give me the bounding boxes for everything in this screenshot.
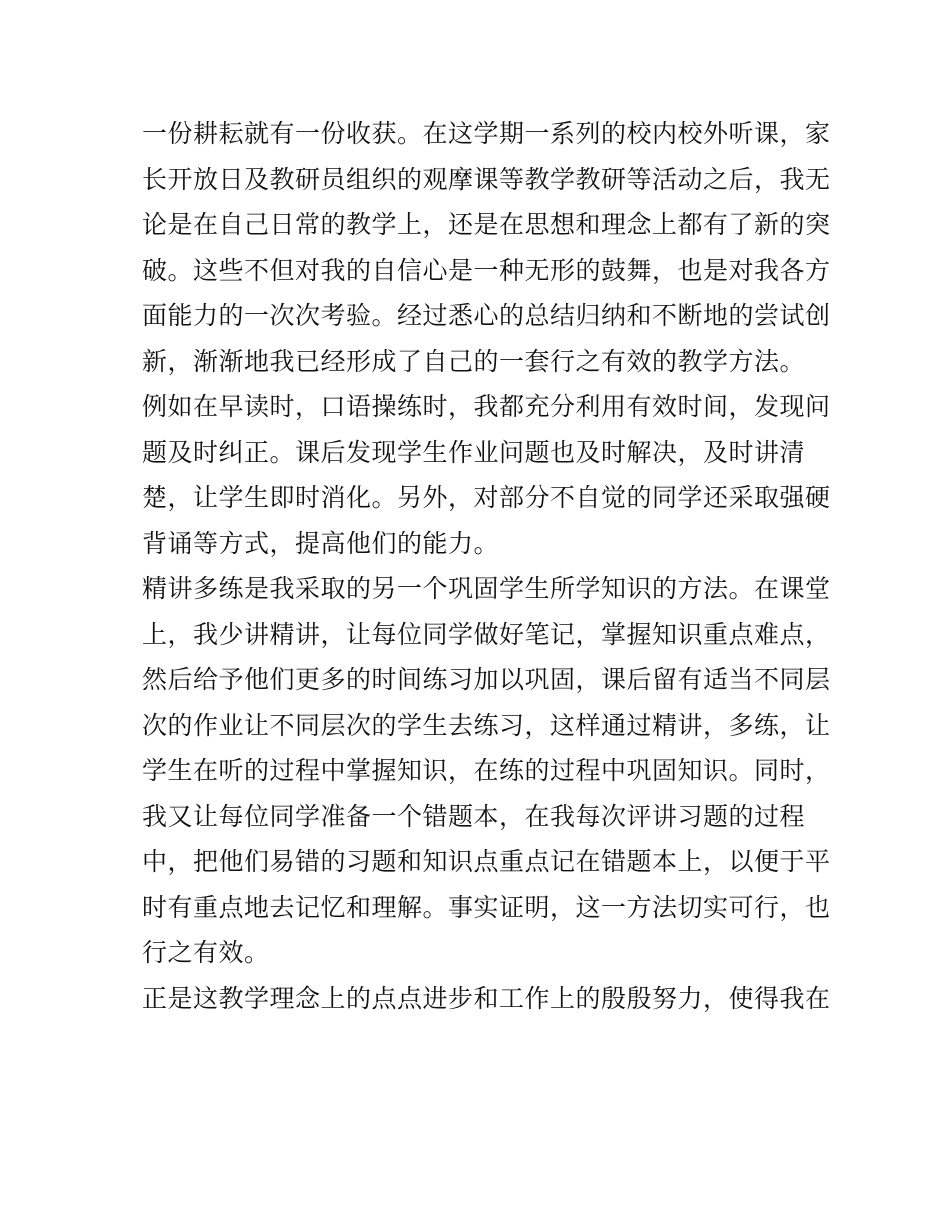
text-line: 次的作业让不同层次的学生去练习，这样通过精讲，多练，让: [142, 710, 831, 740]
text-line: 上，我少讲精讲，让每位同学做好笔记，掌握知识重点难点，: [142, 619, 831, 649]
text-line: 面能力的一次次考验。经过悉心的总结归纳和不断地的尝试创: [142, 301, 831, 330]
text-line: 长开放日及教研员组织的观摩课等教学教研等活动之后，我无: [142, 164, 831, 194]
text-line: 例如在早读时，口语操练时，我都充分利用有效时间，发现问: [142, 392, 831, 421]
text-line: 时有重点地去记忆和理解。事实证明，这一方法切实可行，也: [142, 892, 831, 922]
text-line: 我又让每位同学准备一个错题本，在我每次评讲习题的过程: [142, 801, 806, 831]
text-line: 然后给予他们更多的时间练习加以巩固，课后留有适当不同层: [142, 665, 831, 694]
text-line: 行之有效。: [142, 938, 270, 967]
text-line: 背诵等方式，提高他们的能力。: [142, 528, 500, 558]
text-line: 正是这教学理念上的点点进步和工作上的殷殷努力，使得我在: [142, 983, 831, 1013]
text-line: 题及时纠正。课后发现学生作业问题也及时解决，及时讲清: [142, 437, 806, 467]
text-line: 新，渐渐地我已经形成了自己的一套行之有效的教学方法。: [142, 346, 806, 376]
text-line: 楚，让学生即时消化。另外，对部分不自觉的同学还采取强硬: [142, 483, 831, 512]
body-text: [142, 111, 831, 1021]
text-line: 精讲多练是我采取的另一个巩固学生所学知识的方法。在课堂: [142, 574, 831, 603]
text-line: 一份耕耘就有一份收获。在这学期一系列的校内校外听课，家: [142, 119, 831, 148]
text-line: 论是在自己日常的教学上，还是在思想和理念上都有了新的突: [142, 210, 831, 239]
text-line: 中，把他们易错的习题和知识点重点记在错题本上，以便于平: [142, 847, 831, 876]
text-line: 学生在听的过程中掌握知识，在练的过程中巩固知识。同时，: [142, 756, 831, 785]
text-line: 破。这些不但对我的自信心是一种无形的鼓舞，也是对我各方: [142, 255, 831, 285]
